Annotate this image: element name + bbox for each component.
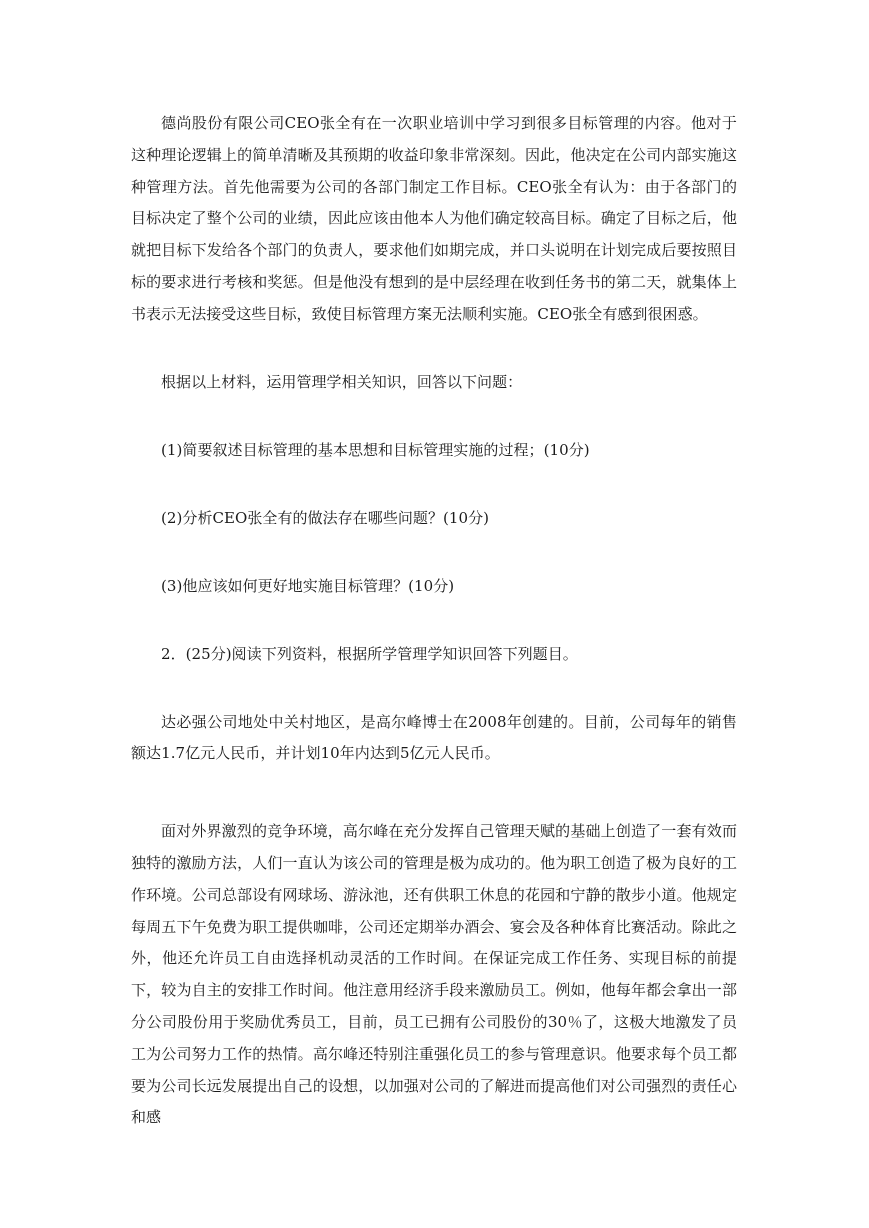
- question-2: (2)分析CEO张全有的做法存在哪些问题？(10分): [161, 509, 490, 528]
- question-1: (1)简要叙述目标管理的基本思想和目标管理实施的过程；(10分): [161, 441, 590, 460]
- instruction-paragraph: 根据以上材料，运用管理学相关知识，回答以下问题：: [161, 372, 523, 391]
- case-paragraph-1: 德尚股份有限公司CEO张全有在一次职业培训中学习到很多目标管理的内容。他对于这种理论逻辑上的简单清晰及其预期的收益印象非常深刻。因此，他决定在公司内部实施这种管理方法。首先他需要为公司的各部门制定工作目标。CEO张全有认为：由于各部门的目标决定了整个公司的业绩，因此应该由他本人为他们确定较高目标。确定了目标之后，他就把目标下发给各个部门的负责人，要求他们如期完成，并口头说明在计划完成后要按照目标的要求进行考核和奖惩。但是他没有想到的是中层经理在收到任务书的第二天，就集体上书表示无法接受这些目标，致使目标管理方案无法顺利实施。CEO张全有感到很困惑。: [131, 114, 737, 323]
- section-2-heading: 2．(25分)阅读下列资料，根据所学管理学知识回答下列题目。: [161, 644, 578, 663]
- case-paragraph-2: 达必强公司地处中关村地区，是高尔峰博士在2008年创建的。目前，公司每年的销售额达1.7亿元人民币，并计划10年内达到5亿元人民币。: [131, 712, 737, 763]
- case-paragraph-3: 面对外界激烈的竞争环境，高尔峰在充分发挥自己管理天赋的基础上创造了一套有效而独特的激励方法，人们一直认为该公司的管理是极为成功的。他为职工创造了极为良好的工作环境。公司总部设有网球场、游泳池，还有供职工休息的花园和宁静的散步小道。他规定每周五下午免费为职工提供咖啡，公司还定期举办酒会、宴会及各种体育比赛活动。除此之外，他还允许员工自由选择机动灵活的工作时间。在保证完成工作任务、实现目标的前提下，较为自主的安排工作时间。他注意用经济手段来激励员工。例如，他每年都会拿出一部分公司股份用于奖励优秀员工，目前，员工已拥有公司股份的30％了，这极大地激发了员工为公司努力工作的热情。高尔峰还特别注重强化员工的参与管理意识。他要求每个员工都要为公司长远发展提出自己的设想，以加强对公司的了解进而提高他们对公司强烈的责任心和感: [131, 822, 737, 1127]
- document-body: [131, 108, 737, 1134]
- question-3: (3)他应该如何更好地实施目标管理？(10分): [161, 576, 455, 595]
